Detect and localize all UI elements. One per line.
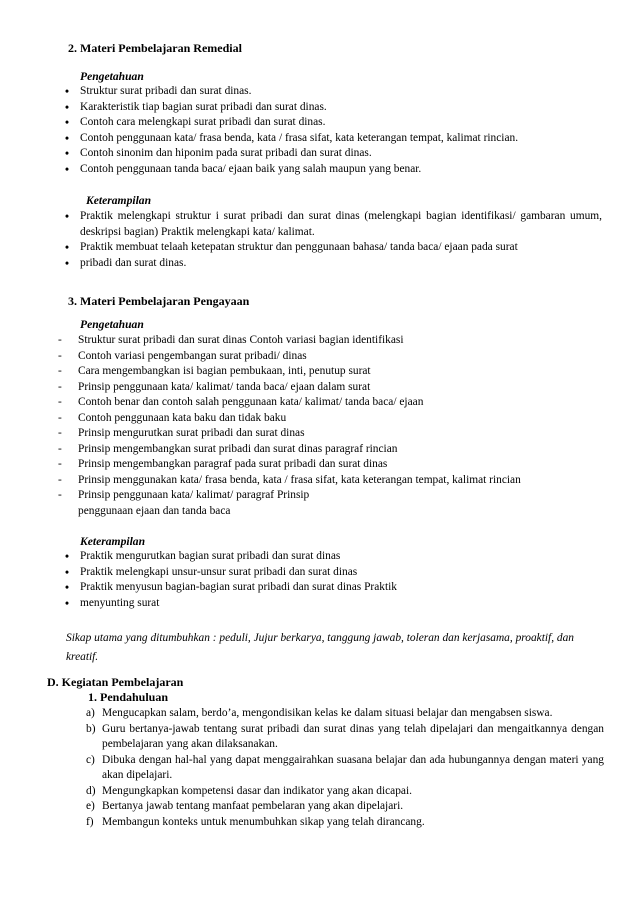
section-2-skills-list <box>60 209 602 271</box>
section-2-skills-heading: Keterampilan <box>86 194 152 207</box>
bullet-icon: • <box>65 86 69 98</box>
list-item: e) Bertanya jawab tentang manfaat pembelaran yang akan dipelajari. <box>86 800 404 812</box>
list-item: - Prinsip mengurutkan surat pribadi dan surat dinas <box>58 426 603 442</box>
list-item: • Contoh cara melengkapi surat pribadi dan surat dinas. <box>60 115 600 131</box>
list-item: - Contoh penggunaan kata baku dan tidak baku <box>58 411 603 427</box>
list-item: • Contoh penggunaan kata/ frasa benda, kata / frasa sifat, kata keterangan tempat, kalimat rincian. <box>60 131 600 147</box>
section-d-subtitle: 1. Pendahuluan <box>88 690 169 704</box>
dash-icon: - <box>58 380 62 393</box>
section-3-skills-list <box>60 549 600 611</box>
bullet-icon: • <box>65 101 69 114</box>
list-item: - Prinsip mengembangkan paragraf pada surat pribadi dan surat dinas <box>58 457 603 473</box>
list-item: c) Dibuka dengan hal-hal yang dapat menggairahkan suasana belajar dan ada hubungannya dengan materi yang akan dipelajari. <box>86 753 604 781</box>
list-item: • Praktik menyusun bagian-bagian surat pribadi dan surat dinas Praktik <box>60 580 600 596</box>
dash-icon: - <box>58 396 62 408</box>
bullet-icon: • <box>65 582 69 594</box>
list-item: • Praktik melengkapi struktur i surat pribadi dan surat dinas (melengkapi bagian identifikasi/ gambaran umum, deskripsi bagian) Praktik melengkapi kata/ kalimat. <box>65 210 602 238</box>
bullet-icon: • <box>65 551 69 563</box>
bullet-icon: • <box>65 257 69 270</box>
bullet-icon: • <box>65 242 69 254</box>
list-item: - Contoh variasi pengembangan surat pribadi/ dinas <box>58 349 603 365</box>
dash-icon: - <box>58 489 62 501</box>
list-item: a) Mengucapkan salam, berdo’a, mengondisikan kelas ke dalam situasi belajar dan mengabsen siswa. <box>86 707 553 719</box>
bullet-icon: • <box>65 597 69 610</box>
dash-icon: - <box>58 411 62 424</box>
dash-icon: - <box>58 349 62 362</box>
list-item: • Karakteristik tiap bagian surat pribadi dan surat dinas. <box>60 100 600 116</box>
list-item: • Praktik membuat telaah ketepatan struktur dan penggunaan bahasa/ tanda baca/ ejaan pada surat <box>60 240 602 256</box>
section-3-title: 3. Materi Pembelajaran Pengayaan <box>68 294 250 308</box>
list-item: - Prinsip penggunaan kata/ kalimat/ tanda baca/ ejaan dalam surat <box>58 380 603 396</box>
bullet-icon: • <box>65 163 69 176</box>
bullet-icon: • <box>65 132 69 145</box>
dash-icon: - <box>58 365 62 377</box>
section-d-title: D. Kegiatan Pembelajaran <box>47 675 184 689</box>
list-item: - Struktur surat pribadi dan surat dinas Contoh variasi bagian identifikasi <box>58 333 603 349</box>
bullet-icon: • <box>65 211 69 223</box>
dash-icon: - <box>58 473 62 486</box>
section-3-skills-heading: Keterampilan <box>80 535 146 548</box>
section-3-knowledge-list <box>58 333 603 519</box>
dash-icon: - <box>58 427 62 439</box>
list-item: - Cara mengembangkan isi bagian pembukaan, inti, penutup surat <box>58 364 603 380</box>
bullet-icon: • <box>65 117 69 129</box>
list-item: • Struktur surat pribadi dan surat dinas. <box>60 84 600 100</box>
dash-icon: - <box>58 334 62 346</box>
section-d-activity-list <box>86 706 604 830</box>
list-item: d) Mengungkapkan kompetensi dasar dan indikator yang akan dicapai. <box>86 784 412 797</box>
dash-icon: - <box>58 458 62 470</box>
dash-icon: - <box>58 442 62 455</box>
bullet-icon: • <box>65 148 69 160</box>
section-2-knowledge-heading: Pengetahuan <box>80 70 144 83</box>
list-item: • pribadi dan surat dinas. <box>60 256 602 272</box>
list-item: f) Membangun konteks untuk menumbuhkan sikap yang telah dirancang. <box>86 815 425 828</box>
list-item: - Contoh benar dan contoh salah penggunaan kata/ kalimat/ tanda baca/ ejaan <box>58 395 603 411</box>
list-item: • Praktik mengurutkan bagian surat pribadi dan surat dinas <box>60 549 600 565</box>
list-item: • Contoh penggunaan tanda baca/ ejaan baik yang salah maupun yang benar. <box>60 162 600 178</box>
list-item: • Praktik melengkapi unsur-unsur surat pribadi dan surat dinas <box>60 565 600 581</box>
bullet-icon: • <box>65 566 69 579</box>
section-2-title: 2. Materi Pembelajaran Remedial <box>68 41 242 55</box>
list-item: - Prinsip penggunaan kata/ kalimat/ paragraf Prinsip penggunaan ejaan dan tanda baca <box>58 489 310 517</box>
list-item: b) Guru bertanya-jawab tentang surat pribadi dan surat dinas yang telah dipelajari dan mengaitkannya dengan pembelajaran yang akan dilaksanakan. <box>86 722 604 750</box>
list-item: - Prinsip mengembangkan surat pribadi dan surat dinas paragraf rincian <box>58 442 603 458</box>
attitude-paragraph: Sikap utama yang ditumbuhkan : peduli, Jujur berkarya, tanggung jawab, toleran dan kerjasama, proaktif, dan kreatif. <box>66 632 574 663</box>
list-item: • Contoh sinonim dan hiponim pada surat pribadi dan surat dinas. <box>60 146 600 162</box>
section-3-knowledge-heading: Pengetahuan <box>80 318 144 331</box>
section-2-knowledge-list <box>60 84 600 177</box>
list-item: • menyunting surat <box>60 596 600 612</box>
list-item: - Prinsip menggunakan kata/ frasa benda, kata / frasa sifat, kata keterangan tempat, kalimat rincian <box>58 473 603 489</box>
